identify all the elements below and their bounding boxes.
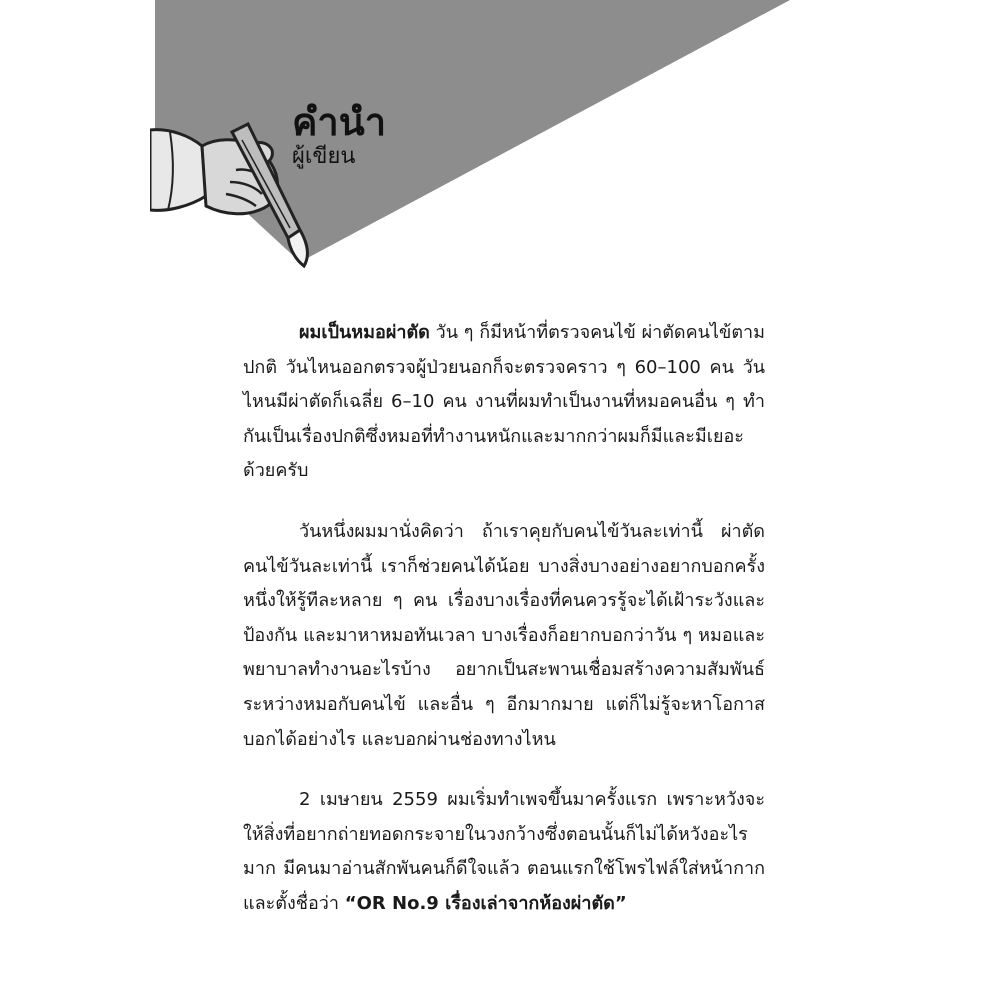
paragraph-text: วันหนึ่งผมมานั่งคิดว่า ถ้าเราคุยกับคนไข้วันละเท่านี้ ผ่าตัดคนไข้วันละเท่านี้ เราก็ช่วยคนได้น้อย บางสิ่งบางอย่างอยากบอกครั้งหนึ่งให้รู้ทีละหลาย ๆ คน เรื่องบางเรื่องที่คนควรรู้จะได้เฝ้าระวังและป้องกัน และมาหาหมอทันเวลา บางเรื่องก็อยากบอกว่าวัน ๆ หมอและพยาบาลทำงานอะไรบ้าง อยากเป็นสะพานเชื่อมสร้างความสัมพันธ์ระหว่างหมอกับคนไข้ และอื่น ๆ อีกมากมาย แต่ก็ไม่รู้จะหาโอกาสบอกได้อย่างไร และบอกผ่านช่องทางไหน [243,520,765,750]
chapter-subtitle: ผู้เขียน [292,144,356,169]
chapter-heading [292,100,386,170]
body-text [243,316,765,948]
paragraph-1 [243,316,765,489]
paragraph-2 [243,515,765,757]
paragraph-lead: ผมเป็นหมอผ่าตัด [299,322,430,343]
paragraph-3 [243,783,765,921]
chapter-title: คำนำ [292,100,387,144]
paragraph-text: 2 เมษายน 2559 ผมเริ่มทำเพจขึ้นมาครั้งแรก เพราะหวังจะให้สิ่งที่อยากถ่ายทอดกระจายในวงกว้างซึ่งตอนนั้นก็ไม่ได้หวังอะไรมาก มีคนมาอ่านสักพันคนก็ดีใจแล้ว ตอนแรกใช้โพรไฟล์ใส่หน้ากากและตั้งชื่อว่า [243,789,765,914]
paragraph-text: วัน ๆ ก็มีหน้าที่ตรวจคนไข้ ผ่าตัดคนไข้ตามปกติ วันไหนออกตรวจผู้ป่วยนอกก็จะตรวจคราว ๆ 60–100 คน วันไหนมีผ่าตัดก็เฉลี่ย 6–10 คน งานที่ผมทำเป็นงานที่หมอคนอื่น ๆ ทำกันเป็นเรื่องปกติซึ่งหมอที่ทำงานหนักและมากกว่าผมก็มีและมีเยอะด้วยครับ [243,322,765,482]
page-name-quote: “OR No.9 เรื่องเล่าจากห้องผ่าตัด” [344,892,627,914]
